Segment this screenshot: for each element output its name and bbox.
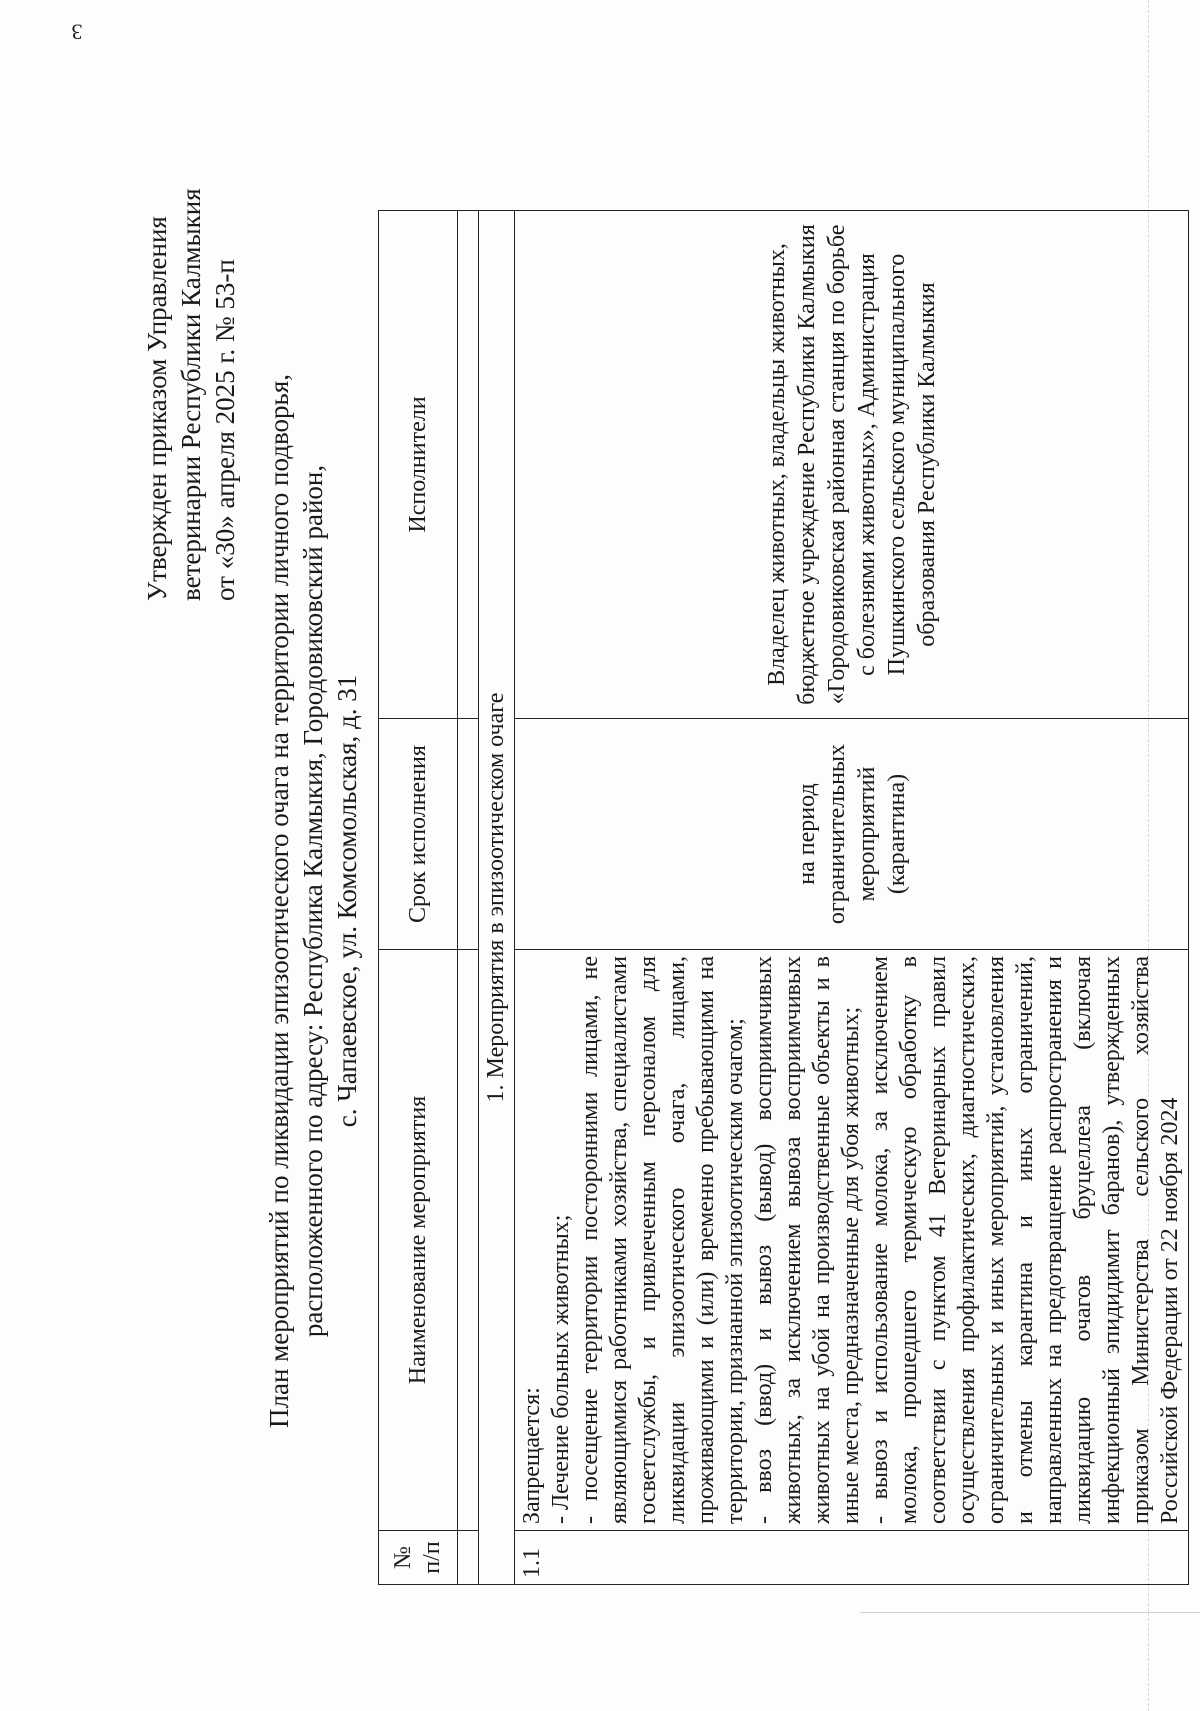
row-term: на период ограничительных мероприятий (карантина) (515, 719, 1189, 950)
measure-line: - Лечение больных животных; (548, 1214, 574, 1524)
measure-line: - ввоз (ввод) и вывоз (вывод) восприимчивых животных, за исключением вывоза восприимчивых животных на убой на производственные объекты и в иные места, предназначенные для убоя животных; (751, 956, 864, 1524)
measure-line: - посещение территории посторонними лицами, не являющимися работниками хозяйства, специалистами госветслужбы, и привлеченным персоналом для ликвидации эпизоотического очага, лицами, проживающими и (или) временно пребывающими на территории, признанной эпизоотическим очагом; (577, 956, 748, 1524)
page-number: 3 (71, 19, 83, 45)
row-measure-text (515, 950, 1189, 1531)
table-row (515, 211, 1189, 1585)
section-row (479, 211, 515, 1585)
header-name: Наименование мероприятия (379, 950, 458, 1531)
header-num: № п/п (379, 1531, 458, 1585)
row-executors: Владелец животных, владельцы животных, бюджетное учреждение Республики Калмыкия «Городовиковская районная станция по борьбе с болезнями животных», Администрация Пушкинского сельского муниципального образования Республики Калмыкия (515, 211, 1189, 719)
measure-line: - вывоз и использование молока, за исключением молока, прошедшего термическую обработку в соответствии с пунктом 41 Ветеринарных правил осуществления профилактических, диагностических, ограничительных и иных мероприятий, установления и отмены карантина и иных ограничений, направленных на предотвращение распространения и ликвидацию очагов бруцеллеза (включая инфекционный эпидидимит баранов), утвержденных приказом Министерства сельского хозяйства Российской Федерации от 22 ноября 2024 (867, 956, 1183, 1524)
header-executors: Исполнители (379, 211, 458, 719)
plan-title-line-3: с. Чапаевское, ул. Комсомольская, д. 31 (332, 674, 362, 1128)
plan-title (262, 251, 364, 1551)
row-num: 1.1 (515, 1531, 1189, 1585)
plan-title-line-1: План мероприятий по ликвидации эпизоотического очага на территории личного подворья, (264, 374, 294, 1428)
measures-table (378, 210, 1189, 1585)
table-header-row (379, 211, 458, 1585)
approval-stamp-text (140, 121, 242, 601)
approval-line-1: Утвержден приказом Управления (142, 216, 172, 601)
table-spacer-row (458, 211, 479, 1585)
approval-line-2: ветеринарии Республики Калмыкия (176, 188, 206, 601)
plan-title-line-2: расположенного по адресу: Республика Калмыкия, Городовиковский район, (298, 464, 328, 1338)
header-term: Срок исполнения (379, 719, 458, 950)
section-title: 1. Мероприятия в эпизоотическом очаге (479, 211, 515, 1585)
approval-line-3: от «30» апреля 2025 г. № 53-п (210, 259, 240, 601)
measure-line: Запрещается: (519, 1387, 545, 1524)
